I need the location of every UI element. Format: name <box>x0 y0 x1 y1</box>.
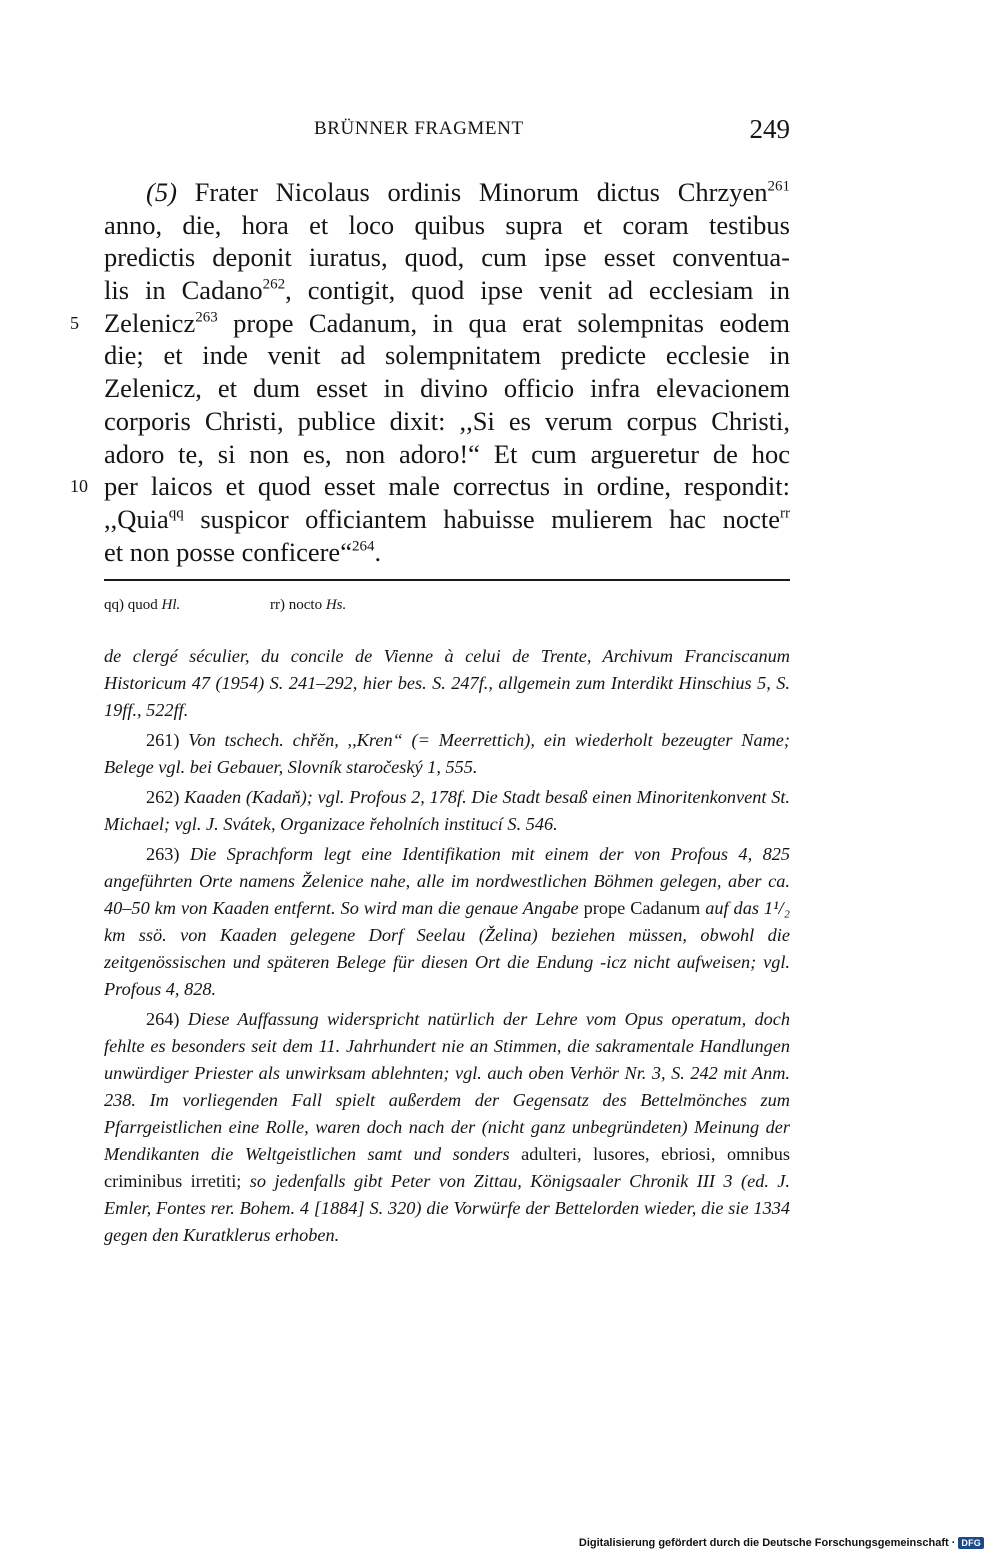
text-line <box>70 307 790 340</box>
line-number: 10 <box>70 476 88 497</box>
running-title: BRÜNNER FRAGMENT <box>314 118 524 139</box>
footnote-label: 261) <box>146 730 180 750</box>
footnote-text: Diese Auffassung widerspricht natürlich der Lehre vom Opus operatum, doch fehlte es besonders seit dem 11. Jahrhundert nie an Stimmen, die sakramentale Handlungen unwürdiger Priester als unwirksam ablehnten; vgl. auch oben Verhör Nr. 3, S. 242 mit Anm. 238. Im vorliegenden Fall spielt außerdem der Gegensatz des Bettelmönches zum Pfarrgeistlichen eine Rolle, waren doch nach der (nicht ganz unbegründeten) Meinung der Mendikanten die Weltgeistlichen samt und sonders <box>104 1009 790 1164</box>
apparatus-entry <box>270 594 346 616</box>
dfg-logo: DFG <box>958 1537 984 1549</box>
apparatus-siglum: Hs. <box>325 597 347 613</box>
footnote-label: 264) <box>146 1009 180 1029</box>
text-segment: et non posse conficere“ <box>104 536 352 567</box>
running-head <box>104 116 790 146</box>
footnote-263 <box>104 841 790 1003</box>
text-line: adoro te, si non es, non adoro!“ Et cum argueretur de hoc <box>104 438 790 469</box>
text-segment: ,,Quia <box>104 503 169 534</box>
text-line: Zelenicz, et dum esset in divino officio infra elevacionem <box>104 373 790 404</box>
footnotes <box>104 643 790 1252</box>
paragraph-number: (5) <box>146 177 177 207</box>
footnote-text: so jedenfalls gibt Peter von Zittau, Königsaaler Chronik III 3 (ed. J. Emler, Fontes rer. Bohem. 4 [1884] S. 320) die Vorwürfe der Bettelorden wieder, die sie 1334 gegen den Kuratklerus erhoben. <box>104 1171 790 1245</box>
critical-apparatus <box>104 594 790 618</box>
text-line: die; et inde venit ad solempnitatem predicte ecclesie in <box>104 340 790 371</box>
digitization-credit <box>579 1537 984 1549</box>
apparatus-ref: qq <box>168 505 184 522</box>
footnote-text: Von tschech. chřěn, ,,Kren“ (= Meerrettich), ein wiederholt bezeugter Name; Belege vgl. bei Gebauer, Slovník staročeský 1, 555. <box>104 730 790 777</box>
footnote-264 <box>104 1006 790 1249</box>
text-line <box>104 176 790 209</box>
footnote-261 <box>104 727 790 781</box>
text-segment: prope Cadanum, in qua erat solempnitas eodem <box>217 307 790 338</box>
footnote-text: Die Sprachform legt eine Identifikation mit einem der von Profous 4, 825 angeführten Orte namens Želenice nahe, alle im nordwestlichen Böhmen gelegen, aber ca. 40–50 km von Kaaden entfernt. So wird man die genaue Angabe <box>104 844 790 918</box>
text-line <box>104 503 790 536</box>
text-segment: , contigit, quod ipse venit ad ecclesiam in <box>285 275 790 306</box>
text-line <box>104 536 790 569</box>
page-number: 249 <box>749 114 790 144</box>
quoted-latin: adulteri, lusores, ebriosi, omnibus criminibus irretiti; <box>104 1144 790 1191</box>
text-line: predictis deponit iuratus, quod, cum ipse esset conventua- <box>104 242 790 273</box>
apparatus-reading: quod <box>127 597 158 613</box>
footnote-ref: 262 <box>262 276 286 293</box>
text-line: corporis Christi, publice dixit: ,,Si es verum corpus Christi, <box>104 405 790 436</box>
text-line: anno, die, hora et loco quibus supra et coram testibus <box>104 209 790 240</box>
text-segment: per laicos et quod esset male correctus in ordine, respondit: <box>104 471 790 502</box>
footnote-label: 263) <box>146 844 180 864</box>
footnote-continuation: de clergé séculier, du concile de Vienne à celui de Trente, Archivum Franciscanum Historicum 47 (1954) S. 241–292, hier bes. S. 247f., allgemein zum Interdikt Hinschius 5, S. 19ff., 522ff. <box>104 646 790 720</box>
footnote-label: 262) <box>146 787 180 807</box>
footnote-rule <box>104 579 790 581</box>
text-segment: lis in Cadano <box>104 275 263 306</box>
footnote-ref: 264 <box>351 538 375 555</box>
text-segment: Frater Nicolaus ordinis Minorum dictus Chrzyen <box>194 177 768 207</box>
footnote-ref: 263 <box>195 309 218 326</box>
apparatus-label: qq) <box>104 597 124 613</box>
text-line <box>70 470 790 503</box>
apparatus-ref: rr <box>780 505 790 522</box>
text-segment: . <box>374 536 382 567</box>
footnote-text: auf das 1¹/₂ km ssö. von Kaaden gelegene Dorf Seelau (Želina) beziehen müssen, obwohl die zeitgenössischen und späteren Belege für diesen Ort die Endung -icz nicht aufweisen; vgl. Profous 4, 828. <box>104 898 790 999</box>
apparatus-entry <box>104 594 180 616</box>
apparatus-siglum: Hl. <box>161 597 181 613</box>
apparatus-label: rr) <box>270 597 285 613</box>
credit-text: Digitalisierung gefördert durch die Deutsche Forschungsgemeinschaft · <box>578 1537 956 1549</box>
main-text <box>70 176 790 568</box>
apparatus-reading: nocto <box>288 597 323 613</box>
footnote-text: Kaaden (Kadaň); vgl. Profous 2, 178f. Die Stadt besaß einen Minoritenkonvent St. Michael; vgl. J. Svátek, Organizace řeholních institucí S. 546. <box>104 787 790 834</box>
line-number: 5 <box>70 312 79 333</box>
text-segment: Zelenicz <box>104 307 196 338</box>
text-segment: suspicor officiantem habuisse mulierem hac nocte <box>183 503 780 534</box>
quoted-latin: prope Cadanum <box>583 898 701 918</box>
footnote-262 <box>104 784 790 838</box>
footnote-ref: 261 <box>767 178 790 195</box>
text-line <box>104 274 790 307</box>
